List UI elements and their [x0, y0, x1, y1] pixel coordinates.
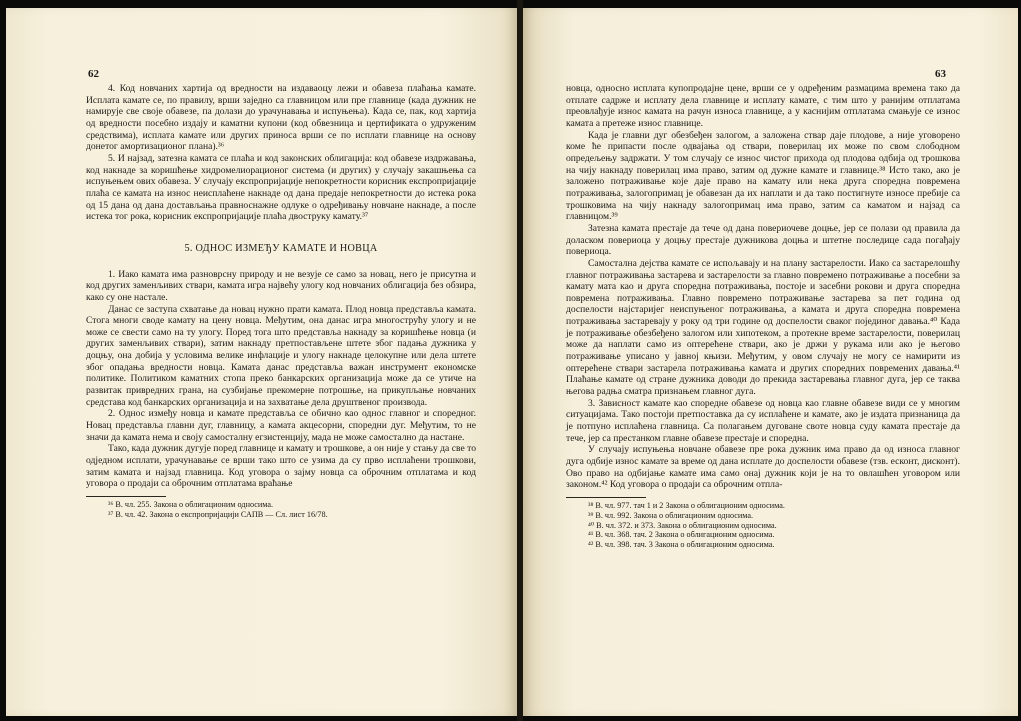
- footnotes: [566, 501, 960, 550]
- footnote-rule: [566, 497, 646, 498]
- left-page: [6, 8, 517, 716]
- left-page-text: [86, 83, 476, 520]
- paragraph: Када је главни дуг обезбеђен залогом, а заложена ствар даје плодове, а није уговорено коме ће припасти после одвајања од ствари, поверилац их може по свом слободном опредељењу задржати. У том случају се износ чистог прихода од плодова одбија од трошкова на чију накнаду поверилац има право, затим од дужне камате и главнице.³⁸ Исто тако, ако је заложено потраживање које даје право на камату или нека друга споредна повремена потраживања, залогопримац је обавезан да их наплати и да тако постигнуте износе пребије са трошковима на чију накнаду залогопримац има право, затим са каматом и најзад са главницом.³⁹: [566, 129, 960, 223]
- footnote: ⁴⁰ В. чл. 372. и 373. Закона о облигационим односима.: [588, 520, 777, 530]
- page-number: 63: [935, 68, 946, 80]
- paragraph: 5. И најзад, затезна камата се плаћа и код законских облигација: код обавезе издржавања, код накнаде за коришћење хидромелиорационог система (и других) у случају закашњења са испуњењем ових обавеза. У случају експропријације непокретности корисник експропријације плаћа се камата на износ неисплаћене накнаде од дана предаје непокретности до истека рока од 15 дана од дана достављања правноснажне одлуке о одређивању новчане накнаде, а после истека тог рока, корисник експропријације плаћа двоструку камату.³⁷: [86, 152, 476, 223]
- footnote: ³⁷ В. чл. 42. Закона о експропријацији САПВ — Сл. лист 16/78.: [108, 509, 328, 519]
- paragraph: Затезна камата престаје да тече од дана повериочеве доцње, јер се полази од правила да доласком повериоца у доцњу престаје дужникова доцња и штетне последице сада погађају повериоца.: [566, 222, 960, 258]
- footnote: ³⁹ В. чл. 992. Закона о облигационим односима.: [588, 510, 754, 520]
- right-page: [523, 8, 1018, 716]
- paragraph: 2. Однос између новца и камате представља се обично као однос главног и споредног. Новац представља главни дуг, главницу, а камата акцесорни, споредни дуг. Међутим, то не значи да камата нема и своју самосталну егзистенцију, мада не може самостално да настане.: [86, 408, 476, 443]
- paragraph: Данас се заступа схватање да новац нужно прати камата. Плод новца представља камата. Стога многи своде камату на цену новца. Међутим, она данас игра многострућу улогу и не може се свести само на ту улогу. Поред тога што представља накнаду за коришћење новца (и других заменљивих ствари), затим накнаду претпостављене штете због падања дужника у доцњу, она добија у условима велике инфлације и улогу накнаде целокупне или дела штете због опадања вредности новца. Камата данас представља важан инструмент економске политике. Политиком каматних стопа преко банкарских организација може да се утиче на развитак привредних грана, на сузбијање прекомерне потрошње, на прикупљање новчаних средстава код банкарских организација и на захватање дела друштвеног производа.: [86, 303, 476, 408]
- footnote-rule: [86, 496, 166, 497]
- paragraph: У случају испуњења новчане обавезе пре рока дужник има право да од износа главног дуга одбије износ камате за време од дана исплате до доспелости обавезе (тзв. есконт, дисконт). Ово право на одбијање камате има само онај дужник који је на то овлашћен уговором или законом.⁴² Код уговора о продаји са оброчним отпла-: [566, 444, 960, 491]
- paragraph: 1. Иако камата има разноврсну природу и не везује се само за новац, него је присутна и код других заменљивих ствари, камата игра највећу улогу код новчаних облигација без обзира, како су оне настале.: [86, 268, 476, 303]
- page-number: 62: [88, 68, 99, 80]
- footnote: ⁴² В. чл. 398. тач. 3 Закона о облигационим односима.: [588, 540, 775, 550]
- footnotes: [86, 500, 476, 520]
- right-page-text: [566, 83, 960, 550]
- paragraph: Тако, када дужник дугује поред главнице и камату и трошкове, а он није у стању да све то одједном исплати, урачунавање се врши тако што се узима да су прво исплаћени трошкови, затим камата и најзад главница. Код уговора о зајму новца са оброчним отплатама и код уговора о продаји са оброчним отплатама враћање: [86, 443, 476, 490]
- footnote: ³⁶ В. чл. 255. Закона о облигационим односима.: [108, 500, 274, 509]
- footnote: ⁴¹ В. чл. 368. тач. 2 Закона о облигационим односима.: [588, 530, 775, 540]
- paragraph: Самостална дејства камате се испољавају и на плану застарелости. Иако са застарелошћу главног потраживања застарева и застарелости за главно повремено потраживање а посебни за камату мата као и друга споредна потраживања, постоје и засебни рокови и друга споредна повремена потраживања. Главно повремено потраживање застарева за пет година од доспелости најстаријег неиспуњеног потраживања, а камата и друга споредна повремена потраживања застаревају у року од три године од доспелости сваког појединог давања.⁴⁰ Када је потраживање обезбеђено залогом или хипотеком, а протекне време застарелости, поверилац може да наплати само из оптерећене ствари, ако је држи у рукама или ако је његово потраживање уписано у јавној књизи. Међутим, у овом случају не могу се намирити из оптерећене ствари застарела потраживања камата и других споредних повремених давања.⁴¹ Плаћање камате од стране дужника доводи до прекида застаревања главног дуга, јер се таква његова радња сматра признањем главног дуга.: [566, 257, 960, 398]
- section-heading: 5. ОДНОС ИЗМЕЂУ КАМАТЕ И НОВЦА: [184, 242, 378, 254]
- paragraph: новца, односно исплата купопродајне цене, врши се у одређеним размацима времена тако да отплате садрже и исплату дела главнице и исплату камате, с тим што у ранијим отплатама преовлађује износ камата на рачун износа главнице, а у каснијим отплатама смањује се износ камата а претеже износ главнице.: [566, 83, 960, 129]
- footnote: ³⁸ В. чл. 977. тач 1 и 2 Закона о облигационим односима.: [588, 500, 785, 510]
- paragraph: 3. Зависност камате као споредне обавезе од новца као главне обавезе види се у многим ситуацијама. Тако постоји претпоставка да су исплаћене и камате, ако је издата признаница да је потпуно исплаћена главница. Са полагањем дуговане своте новца суду камата престаје да тече, јер са престанком главне обавезе престаје и споредна.: [566, 397, 960, 444]
- paragraph: 4. Код новчаних хартија од вредности на издаваоцу лежи и обавеза плаћања камате. Исплата камате се, по правилу, врши заједно са главницом или пре главнице (када дужник не намирује све своје обавезе, па долази до урачунавања и испуњења). Када се, пак, код хартија од вредности посебно издају и каматни купони (код обвезница и цертификата о удруженим средствима), исплата камате или других приноса врши се по исплати главнице на основу донетог амортизационог плана).³⁶: [86, 83, 476, 153]
